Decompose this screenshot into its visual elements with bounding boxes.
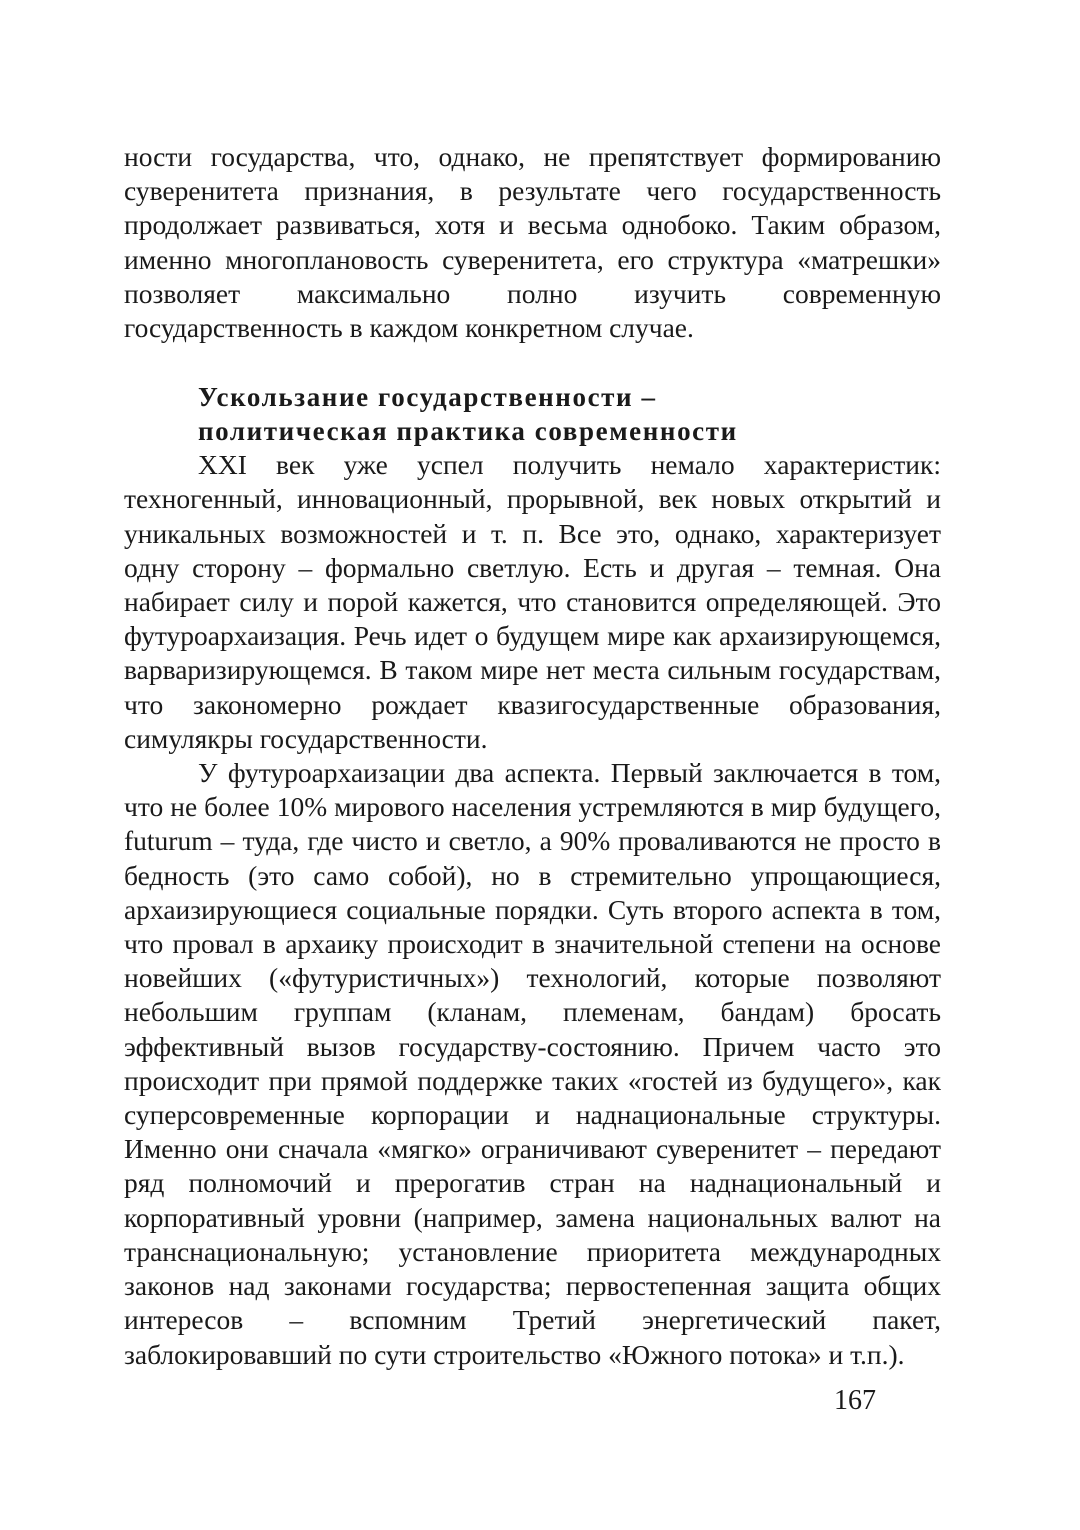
- paragraph-continued: ности государства, что, однако, не препятствует формированию суверенитета признания, в результате чего государственность продолжает развиваться, хотя и весьма однобоко. Таким образом, именно многоплановость суверенитета, его структура «матрешки» позволяет максимально полно изучить современную государственность в каждом конкретном случае.: [124, 141, 941, 344]
- paragraph-aspects: У футуроархаизации два аспекта. Первый заключается в том, что не более 10% мирового населения устремляются в мир будущего, futurum – туда, где чисто и светло, а 90% проваливаются не просто в бедность (это само собой), но в стремительно упрощающиеся, архаизирующиеся социальные порядки. Суть второго аспекта в том, что провал в архаику происходит в значительной степени на основе новейших («футуристичных») технологий, которые позволяют небольшим группам (кланам, племенам, бандам) бросать эффективный вызов государству-состоянию. Причем часто это происходит при прямой поддержке таких «гостей из будущего», как суперсовременные корпорации и наднациональные структуры. Именно они сначала «мягко» ограничивают суверенитет – передают ряд полномочий и прерогатив стран на наднациональный и корпоративный уровни (например, замена национальных валют на транснациональную; установление приоритета международных законов над законами государства; первостепенная защита общих интересов – вспомним Третий энергетический пакет, заблокировавший по сути строительство «Южного потока» и т.п.).: [124, 757, 941, 1370]
- section-heading: [198, 380, 941, 448]
- section-heading-line-2: политическая практика современности: [198, 416, 738, 447]
- page-body: [124, 140, 941, 1372]
- page-number: 167: [834, 1385, 876, 1416]
- section-heading-line-1: Ускользание государственности –: [198, 382, 657, 413]
- paragraph-intro: XXI век уже успел получить немало характеристик: техногенный, инновационный, прорывной, век новых открытий и уникальных возможностей и т. п. Все это, однако, характеризует одну сторону – формально светлую. Есть и другая – темная. Она набирает силу и порой кажется, что становится определяющей. Это футуроархаизация. Речь идет о будущем мире как архаизирующемся, варваризирующемся. В таком мире нет места сильным государствам, что закономерно рождает квазигосударственные образования, симулякры государственности.: [124, 449, 941, 754]
